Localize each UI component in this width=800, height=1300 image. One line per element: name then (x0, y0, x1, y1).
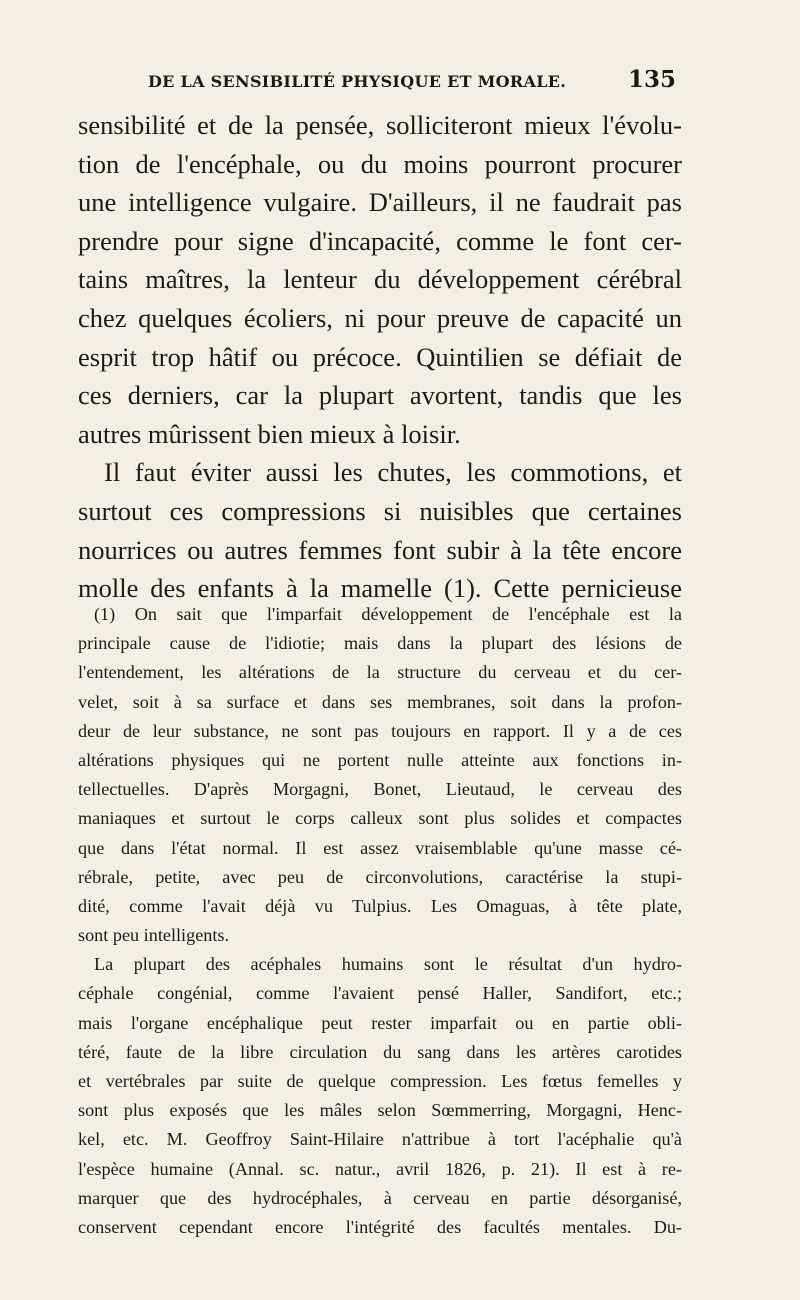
footnote (78, 600, 682, 1242)
text-line: prendre pour signe d'incapacité, comme le font cer- (78, 225, 682, 256)
footnote-line: téré, faute de la libre circulation du sang dans les artères carotides (78, 1041, 682, 1062)
footnote-line: altérations physiques qui ne portent nulle atteinte aux fonctions in- (78, 749, 682, 770)
text-line: chez quelques écoliers, ni pour preuve de capacité un (78, 302, 682, 333)
footnote-line: et vertébrales par suite de quelque compression. Les fœtus femelles y (78, 1071, 682, 1091)
text-line: ces derniers, car la plupart avortent, tandis que les (78, 380, 682, 411)
footnote-line: que dans l'état normal. Il est assez vraisemblable qu'une masse cé- (78, 837, 682, 858)
footnote-line: l'entendement, les altérations de la structure du cerveau et du cer- (78, 662, 682, 683)
text-line: molle des enfants à la mamelle (1). Cette pernicieuse (78, 573, 682, 604)
footnote-line: La plupart des acéphales humains sont le résultat d'un hydro- (94, 954, 682, 975)
footnote-line: principale cause de l'idiotie; mais dans la plupart des lésions de (78, 633, 682, 654)
footnote-line: sont peu intelligents. (78, 925, 230, 946)
footnote-line: maniaques et surtout le corps calleux sont plus solides et compactes (78, 808, 682, 829)
footnote-line: (1) On sait que l'imparfait développement de l'encéphale est la (94, 604, 682, 624)
text-line: surtout ces compressions si nuisibles que certaines (78, 495, 682, 526)
page-number: 135 (628, 66, 677, 93)
text-line: tion de l'encéphale, ou du moins pourront procurer (78, 148, 682, 179)
footnote-line: mais l'organe encéphalique peut rester imparfait ou en partie obli- (78, 1012, 682, 1033)
footnote-line: marquer que des hydrocéphales, à cerveau en partie désorganisé, (78, 1187, 682, 1208)
text-line: autres mûrissent bien mieux à loisir. (78, 418, 461, 449)
text-line: une intelligence vulgaire. D'ailleurs, il ne faudrait pas (78, 187, 682, 218)
footnote-line: conservent cependant encore l'intégrité des facultés mentales. Du- (78, 1216, 682, 1237)
page-header (0, 62, 800, 102)
text-line: tains maîtres, la lenteur du développement cérébral (78, 264, 682, 295)
text-line: sensibilité et de la pensée, solliciteront mieux l'évolu- (78, 110, 682, 140)
footnote-line: rébrale, petite, avec peu de circonvolutions, caractérise la stupi- (78, 866, 682, 887)
footnote-line: deur de leur substance, ne sont pas toujours en rapport. Il y a de ces (78, 720, 682, 741)
footnote-line: sont plus exposés que les mâles selon Sœmmerring, Morgagni, Henc- (78, 1100, 682, 1121)
running-title: DE LA SENSIBILITÉ PHYSIQUE ET MORALE. (148, 72, 567, 91)
footnote-line: dité, comme l'avait déjà vu Tulpius. Les Omaguas, à tête plate, (78, 895, 682, 916)
footnote-line: l'espèce humaine (Annal. sc. natur., avril 1826, p. 21). Il est à re- (78, 1158, 682, 1179)
main-text (78, 106, 682, 608)
footnote-line: céphale congénial, comme l'avaient pensé Haller, Sandifort, etc.; (78, 983, 682, 1004)
text-line: nourrices ou autres femmes font subir à la tête encore (78, 534, 682, 565)
text-line: esprit trop hâtif ou précoce. Quintilien se défiait de (78, 341, 682, 372)
text-line: Il faut éviter aussi les chutes, les commotions, et (104, 457, 682, 488)
footnote-line: tellectuelles. D'après Morgagni, Bonet, Lieutaud, le cerveau des (78, 779, 682, 800)
footnote-line: kel, etc. M. Geoffroy Saint-Hilaire n'attribue à tort l'acéphalie qu'à (78, 1129, 682, 1150)
footnote-line: velet, soit à sa surface et dans ses membranes, soit dans la profon- (78, 691, 682, 712)
